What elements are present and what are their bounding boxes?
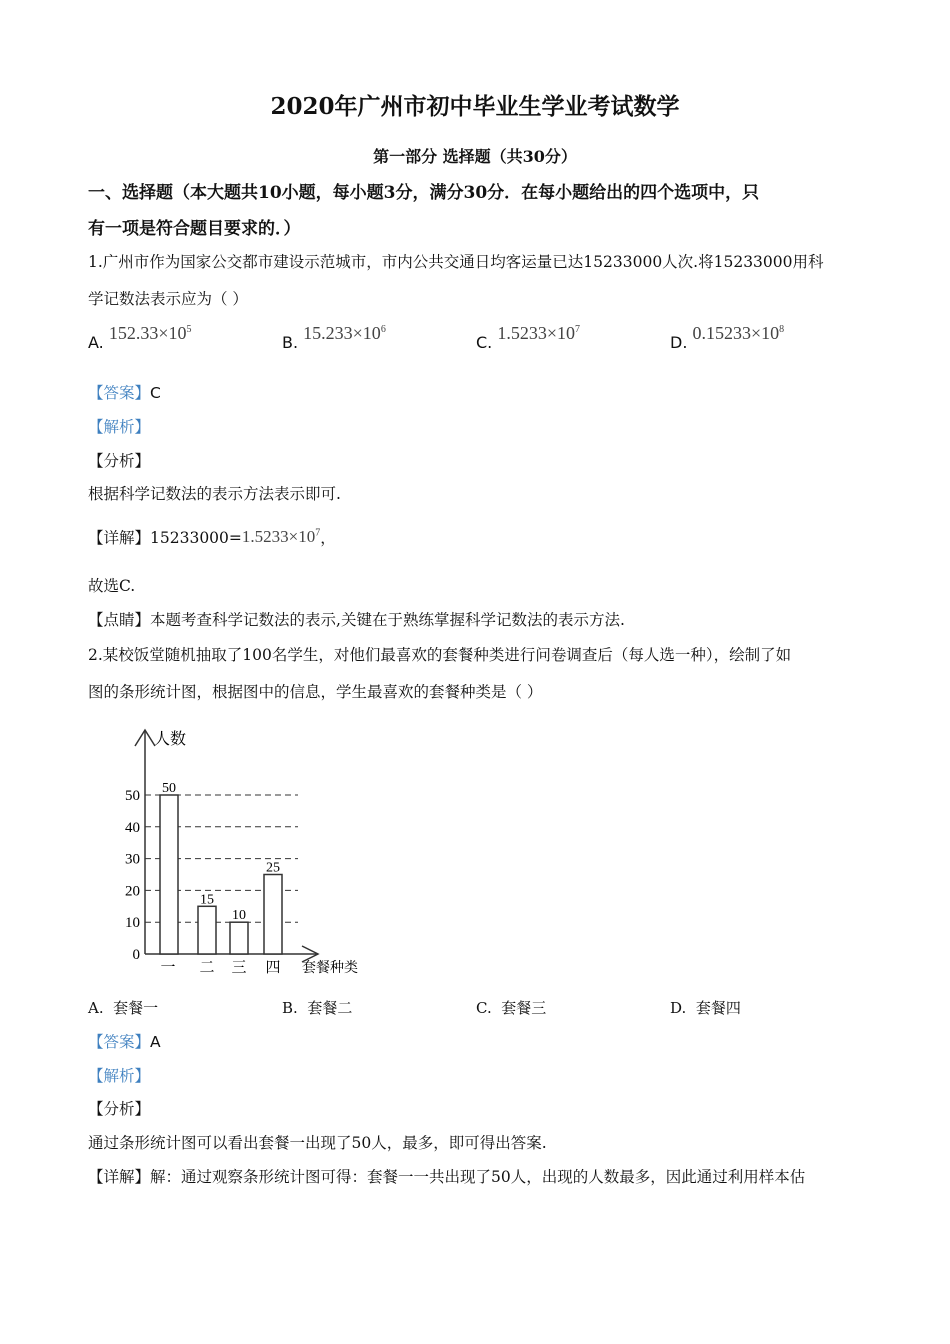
x-tick-label-1: 二 (199, 960, 215, 976)
q2-detail: 【详解】解：通过观察条形统计图可得：套餐一一共出现了50人，出现的人数最多，因此通过利用样本估 (88, 1168, 806, 1186)
q1-option-b: B. $15.233\times 10^6$ (282, 323, 386, 352)
q1-option-d: D. $0.15233\times 10^8$ (670, 323, 785, 352)
q2-option-d: D. 套餐四 (670, 999, 741, 1017)
x-tick-label-3: 四 (265, 960, 281, 976)
y-tick-label-30: 30 (125, 851, 140, 868)
q2-stem-line2: 图的条形统计图，根据图中的信息，学生最喜欢的套餐种类是（ ） (88, 683, 543, 701)
part-heading: 第一部分 选择题（共30分） (373, 147, 577, 166)
q1-option-c: C. $1.5233\times 10^7$ (476, 323, 581, 352)
q1-dianjing: 【点睛】本题考查科学记数法的表示,关键在于熟练掌握科学记数法的表示方法. (88, 611, 625, 629)
page-title: 2020年广州市初中毕业生学业考试数学 (270, 93, 680, 120)
y-tick-label-50: 50 (125, 788, 140, 804)
bar-value-label-0: 50 (162, 781, 176, 796)
q1-analysis: 根据科学记数法的表示方法表示即可. (88, 485, 341, 503)
q1-detail: 【详解】$15233000=1.5233\times 10^7$， (88, 527, 336, 547)
section-heading-line2: 有一项是符合题目要求的．） (88, 219, 301, 239)
q1-option-a: A. $152.33\times 10^5$ (88, 323, 192, 352)
bar-chart (100, 718, 390, 988)
bar-3 (264, 875, 282, 955)
q2-option-a: A. 套餐一 (88, 999, 159, 1017)
q2-option-c: C. 套餐三 (476, 999, 547, 1017)
x-axis-label: 套餐种类 (302, 961, 358, 976)
q2-jiexi-tag: 【解析】 (88, 1067, 151, 1085)
bar-1 (198, 906, 216, 954)
bar-value-label-2: 10 (232, 908, 246, 924)
bar-value-label-1: 15 (200, 892, 214, 908)
y-tick-label-10: 10 (125, 915, 140, 932)
y-tick-label-20: 20 (125, 883, 140, 900)
y-tick-label-40: 40 (125, 819, 140, 836)
y-axis-label: 人数 (154, 731, 187, 748)
q2-fenxi-tag: 【分析】 (88, 1100, 151, 1118)
q1-stem-line2: 学记数法表示应为（ ） (88, 290, 248, 308)
q1-stem-line1: 1.广州市作为国家公交都市建设示范城市，市内公共交通日均客运量已达15233000人次.将15233000用科 (88, 253, 824, 271)
q1-conclusion: 故选C. (88, 577, 136, 595)
y-tick-label-0: 0 (132, 947, 140, 963)
bar-0 (160, 795, 178, 954)
bar-2 (230, 922, 248, 954)
section-heading-line1: 一、选择题（本大题共10小题，每小题3分，满分30分．在每小题给出的四个选项中，只 (88, 183, 760, 203)
q2-analysis: 通过条形统计图可以看出套餐一出现了50人，最多，即可得出答案. (88, 1134, 547, 1152)
q1-answer: 【答案】C (88, 384, 161, 402)
q2-option-b: B. 套餐二 (282, 999, 353, 1017)
q1-fenxi-tag: 【分析】 (88, 452, 151, 470)
q1-jiexi-tag: 【解析】 (88, 418, 151, 436)
x-tick-label-0: 一 (160, 960, 176, 976)
q2-answer: 【答案】A (88, 1033, 161, 1051)
q2-stem-line1: 2.某校饭堂随机抽取了100名学生，对他们最喜欢的套餐种类进行问卷调查后（每人选一种），绘制了如 (88, 646, 792, 664)
x-tick-label-2: 三 (231, 960, 247, 976)
bar-value-label-3: 25 (266, 860, 280, 876)
